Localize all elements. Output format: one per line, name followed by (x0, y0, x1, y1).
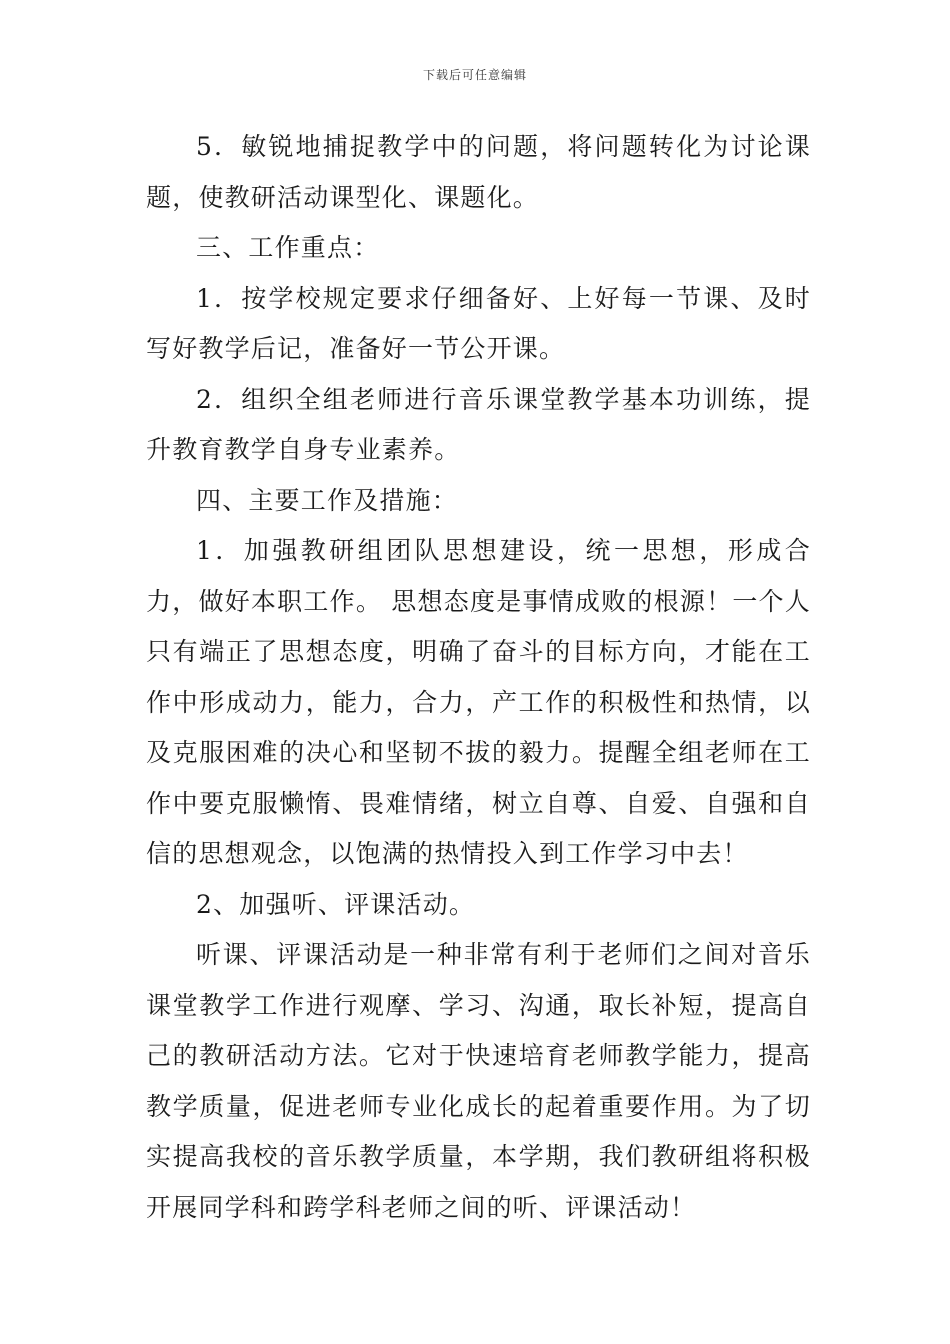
paragraph-measures-1: 1．加强教研组团队思想建设，统一思想，形成合力，做好本职工作。 思想态度是事情成败的根源！一个人只有端正了思想态度，明确了奋斗的目标方向，才能在工作中形成动力，能力，合力，产工作的积极性和热情，以及克服困难的决心和坚韧不拔的毅力。提醒全组老师在工作中要克服懒惰、畏难情绪，树立自尊、自爱、自强和自信的思想观念，以饱满的热情投入到工作学习中去！ (146, 536, 811, 868)
paragraph-measures-2-heading: 2、加强听、评课活动。 (196, 889, 476, 919)
paragraph-listening-evaluation: 听课、评课活动是一种非常有利于老师们之间对音乐课堂教学工作进行观摩、学习、沟通，取长补短，提高自己的教研活动方法。它对于快速培育老师教学能力，提高教学质量，促进老师专业化成长的起着重要作用。为了切实提高我校的音乐教学质量，本学期，我们教研组将积极开展同学科和跨学科老师之间的听、评课活动！ (146, 940, 811, 1222)
paragraph-focus-1: 1．按学校规定要求仔细备好、上好每一节课、及时写好教学后记，准备好一节公开课。 (146, 283, 811, 363)
paragraph-item-5: 5．敏锐地捕捉教学中的问题，将问题转化为讨论课题，使教研活动课型化、课题化。 (146, 132, 811, 212)
document-body (146, 122, 811, 1233)
paragraph-focus-2: 2．组织全组老师进行音乐课堂教学基本功训练，提升教育教学自身专业素养。 (146, 384, 811, 464)
section-heading-measures: 四、主要工作及措施： (196, 485, 459, 515)
section-heading-focus: 三、工作重点： (196, 233, 380, 262)
header-note: 下载后可任意编辑 (422, 68, 527, 82)
